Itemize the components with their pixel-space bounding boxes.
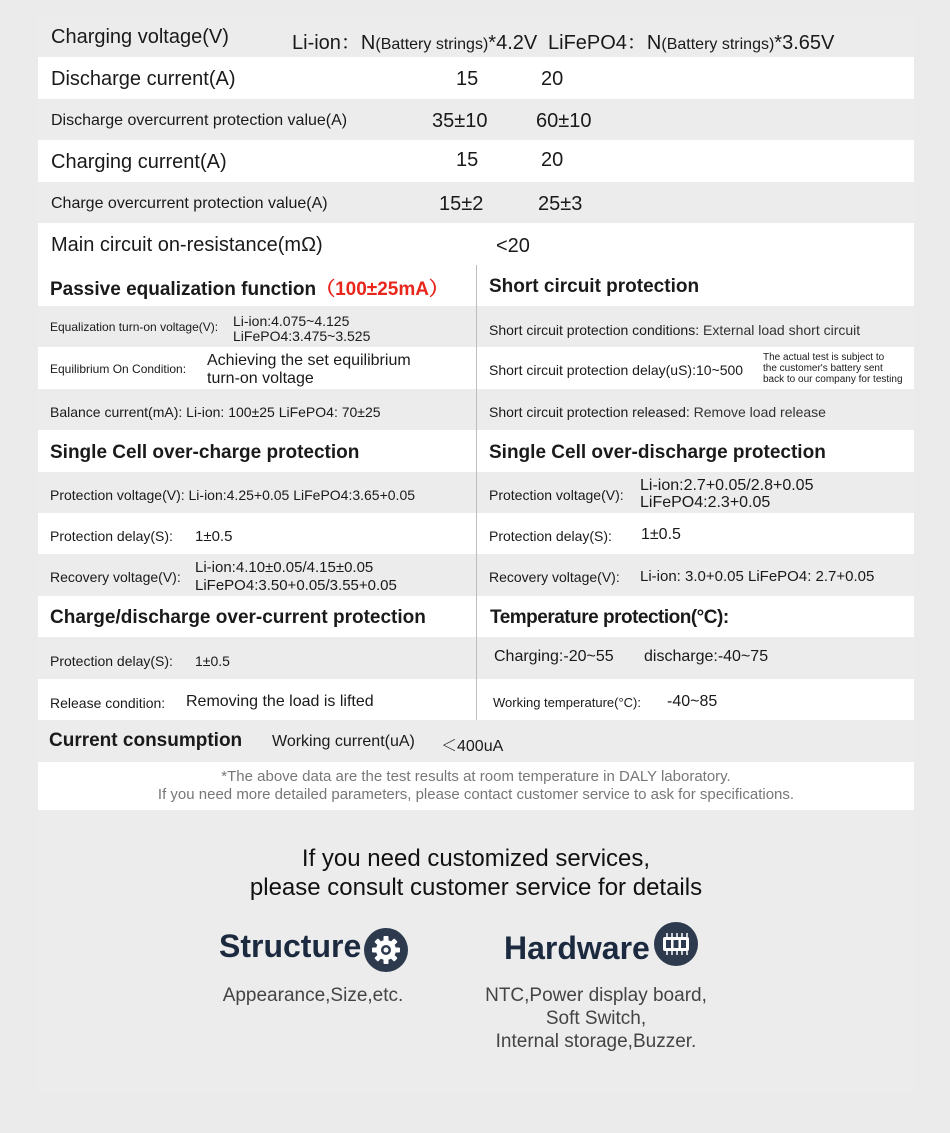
hardware-description-line-1: NTC,Power display board,: [485, 985, 707, 1006]
overcharge-protection-voltage: Protection voltage(V): Li-ion:4.25+0.05 LiFePO4:3.65+0.05: [50, 487, 416, 503]
discharge-current-value-1: 15: [456, 68, 479, 90]
discharge-current-value-2: 20: [541, 68, 564, 90]
row-discharge-overcurrent: [38, 99, 914, 140]
charge-overcurrent-value-2: 25±3: [538, 193, 583, 215]
chip-board-icon: [654, 922, 698, 966]
promo-line-2: please consult customer service for details: [249, 874, 703, 901]
working-current-label: Working current(uA): [272, 733, 415, 750]
on-resistance-label: Main circuit on-resistance(mΩ): [51, 234, 323, 256]
discharge-overcurrent-value-1: 35±10: [432, 110, 488, 132]
charge-overcurrent-value-1: 15±2: [439, 193, 484, 215]
release-condition-label: Release condition:: [50, 695, 166, 711]
charging-voltage-li-ion: Li-ion：N(Battery strings)*4.2V: [292, 32, 538, 54]
row-current-consumption: [38, 720, 914, 762]
overdischarge-title: Single Cell over-discharge protection: [489, 442, 826, 463]
charging-current-value-2: 20: [541, 149, 564, 171]
overcharge-delay-label: Protection delay(S):: [50, 528, 173, 544]
passive-equalization-title: Passive equalization function（100±25mA）: [50, 279, 448, 300]
customization-panel: [38, 810, 914, 1093]
release-condition-value: Removing the load is lifted: [186, 693, 374, 710]
row-charge-overcurrent: [38, 182, 914, 223]
charging-voltage-label: Charging voltage(V): [51, 26, 229, 48]
overcharge-recovery-line-1: Li-ion:4.10±0.05/4.15±0.05: [195, 559, 374, 576]
footnote-line-2: If you need more detailed parameters, please contact customer service to ask for specifications.: [157, 786, 795, 803]
short-circuit-title: Short circuit protection: [489, 276, 700, 297]
equalization-turn-on-label: Equalization turn-on voltage(V):: [50, 320, 219, 334]
overcurrent-title: Charge/discharge over-current protection: [50, 607, 426, 628]
row-charging-current: [38, 140, 914, 182]
row-on-resistance: [38, 223, 914, 265]
equilibrium-condition-line-2: turn-on voltage: [207, 370, 314, 387]
temperature-title: Temperature protection(°C):: [490, 607, 729, 628]
short-circuit-delay-note-1: The actual test is subject to: [763, 352, 885, 363]
equalization-turn-on-li-ion: Li-ion:4.075~4.125: [233, 313, 350, 329]
short-circuit-delay: Short circuit protection delay(uS):10~500: [489, 362, 744, 378]
equalization-turn-on-lifepo4: LiFePO4:3.475~3.525: [233, 328, 371, 344]
working-temperature-value: -40~85: [667, 693, 718, 710]
hardware-title: Hardware: [504, 930, 650, 966]
discharge-overcurrent-value-2: 60±10: [536, 110, 592, 132]
hardware-description-line-3: Internal storage,Buzzer.: [495, 1031, 697, 1052]
column-divider: [476, 265, 477, 720]
hardware-description-line-2: Soft Switch,: [545, 1008, 647, 1029]
short-circuit-delay-note-3: back to our company for testing: [763, 374, 903, 385]
overdischarge-delay-label: Protection delay(S):: [489, 528, 612, 544]
overdischarge-recovery-value: Li-ion: 3.0+0.05 LiFePO4: 2.7+0.05: [640, 568, 875, 585]
spec-sheet: [38, 16, 914, 1093]
promo-line-1: If you need customized services,: [301, 845, 651, 872]
overcharge-delay-value: 1±0.5: [195, 528, 233, 545]
structure-description: Appearance,Size,etc.: [222, 985, 404, 1006]
charging-current-value-1: 15: [456, 149, 479, 171]
overdischarge-voltage-label: Protection voltage(V):: [489, 487, 624, 503]
short-circuit-released: Short circuit protection released: Remove load release: [489, 404, 826, 420]
structure-title: Structure: [219, 928, 362, 964]
charging-current-label: Charging current(A): [51, 151, 227, 173]
current-consumption-title: Current consumption: [49, 730, 243, 751]
balance-current: Balance current(mA): Li-ion: 100±25 LiFePO4: 70±25: [50, 404, 381, 420]
discharge-current-label: Discharge current(A): [51, 68, 236, 90]
row-discharge-current: [38, 57, 914, 99]
discharge-overcurrent-label: Discharge overcurrent protection value(A): [51, 112, 348, 129]
charge-overcurrent-label: Charge overcurrent protection value(A): [51, 195, 328, 212]
working-temperature-label: Working temperature(°C):: [493, 695, 642, 710]
overdischarge-recovery-label: Recovery voltage(V):: [489, 569, 620, 585]
footnote-line-1: *The above data are the test results at room temperature in DALY laboratory.: [221, 768, 731, 785]
overdischarge-voltage-line-2: LiFePO4:2.3+0.05: [640, 494, 771, 511]
gear-icon: [364, 928, 408, 972]
overdischarge-voltage-line-1: Li-ion:2.7+0.05/2.8+0.05: [640, 477, 814, 494]
charging-voltage-lifepo4: LiFePO4：N(Battery strings)*3.65V: [548, 32, 835, 54]
working-current-value: ＜400uA: [441, 738, 504, 755]
on-resistance-value: <20: [496, 235, 530, 257]
overcharge-recovery-label: Recovery voltage(V):: [50, 569, 181, 585]
temperature-discharge: discharge:-40~75: [644, 648, 769, 665]
equilibrium-condition-label: Equilibrium On Condition:: [50, 362, 187, 376]
short-circuit-delay-note-2: the customer's battery sent: [763, 363, 883, 374]
short-circuit-conditions: Short circuit protection conditions: External load short circuit: [489, 322, 861, 338]
row-charging-voltage: [38, 16, 914, 57]
overcharge-recovery-line-2: LiFePO4:3.50+0.05/3.55+0.05: [195, 577, 397, 594]
overdischarge-delay-value: 1±0.5: [641, 526, 681, 543]
overcharge-title: Single Cell over-charge protection: [50, 442, 360, 463]
overcurrent-delay-value: 1±0.5: [195, 653, 230, 669]
temperature-charging: Charging:-20~55: [494, 648, 614, 665]
equilibrium-condition-line-1: Achieving the set equilibrium: [207, 352, 411, 369]
overcurrent-delay-label: Protection delay(S):: [50, 653, 173, 669]
